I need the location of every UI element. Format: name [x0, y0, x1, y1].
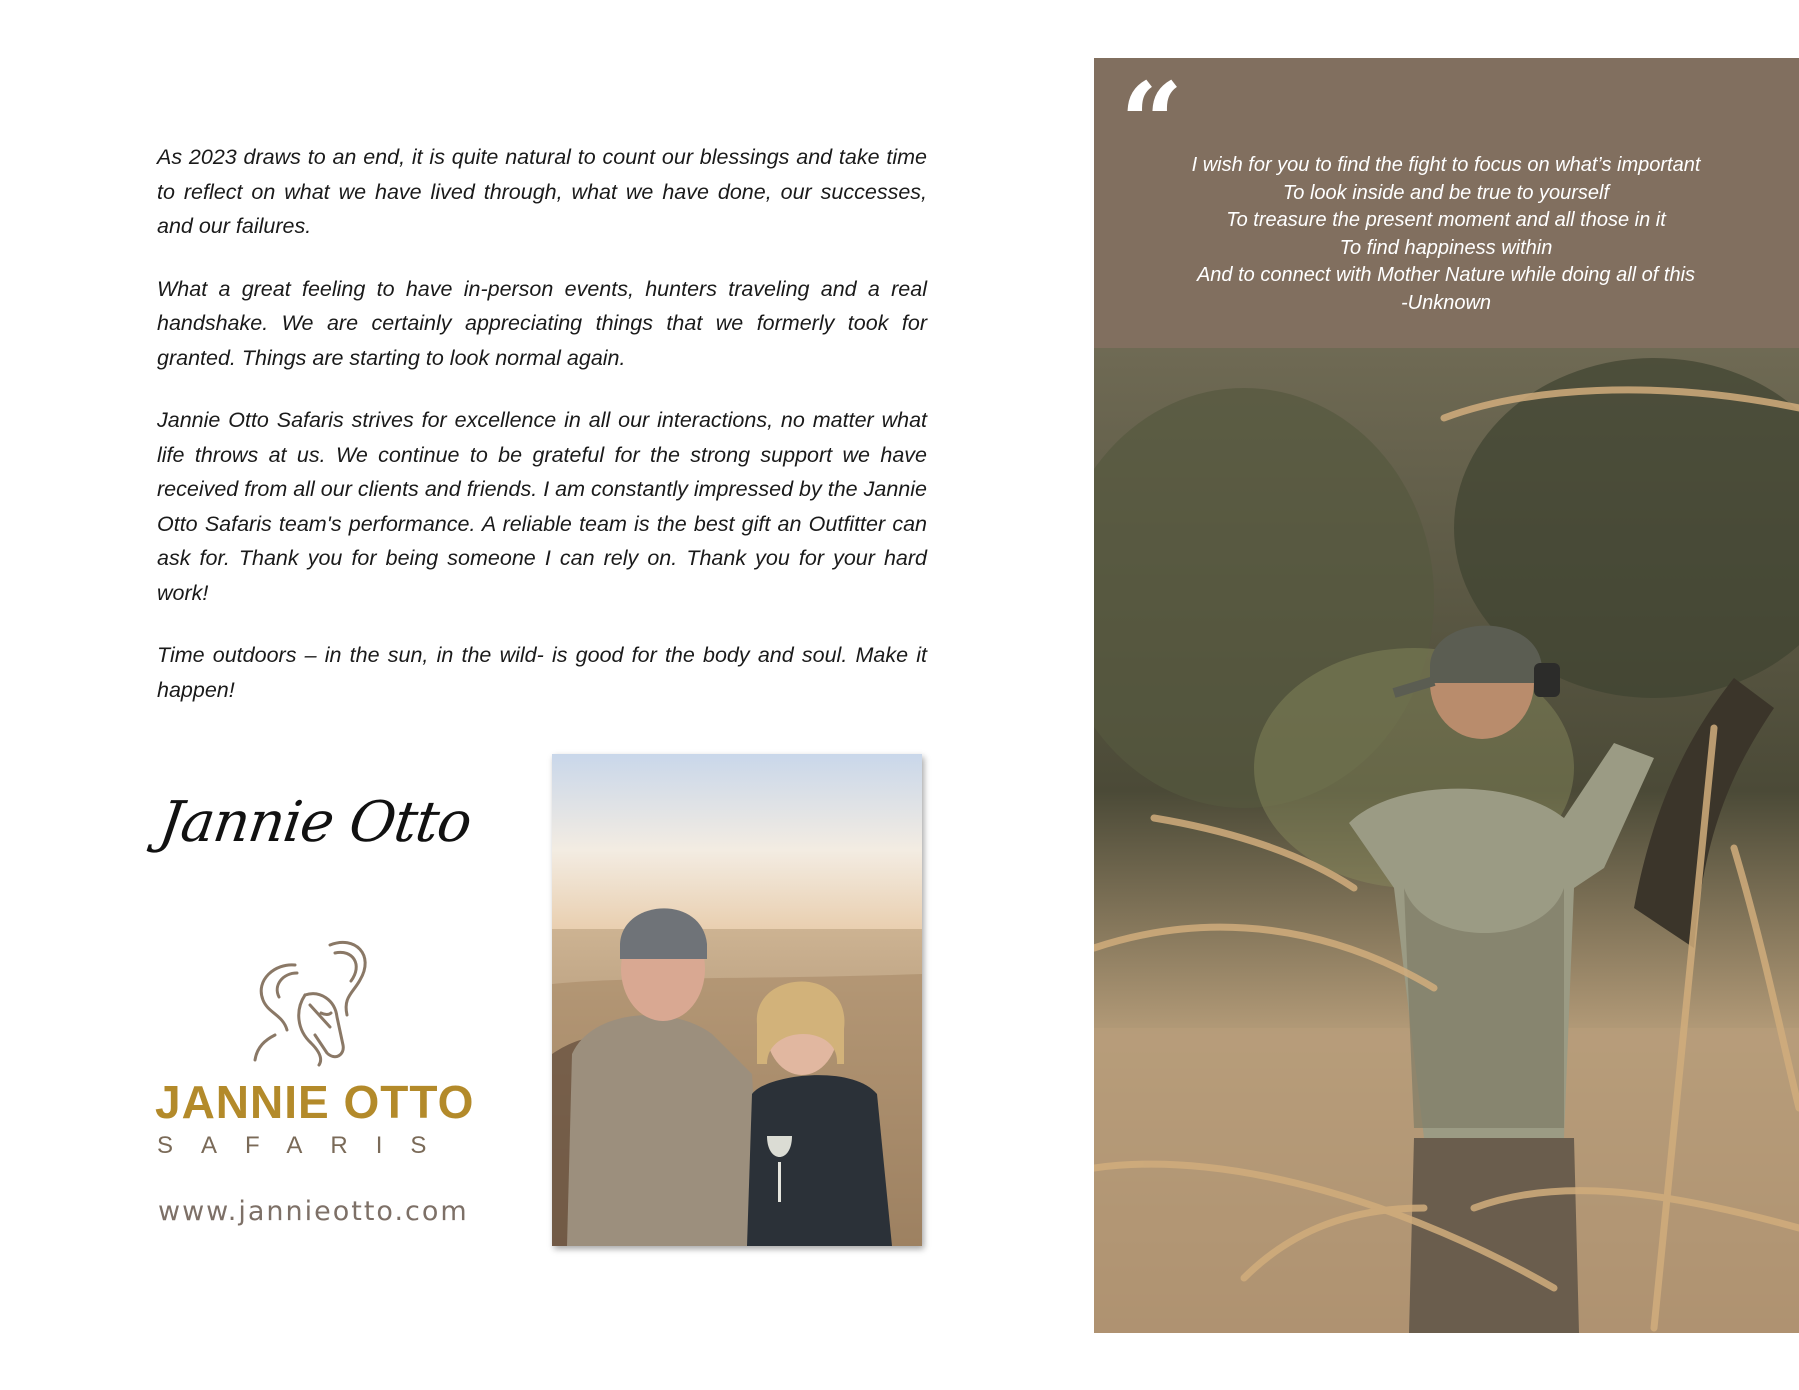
company-logo — [155, 935, 485, 1165]
quote-mark-icon: “ — [1120, 58, 1184, 187]
letter-paragraph: Time outdoors – in the sun, in the wild- is good for the body and soul. Make it happen! — [157, 643, 927, 702]
hunter-binoculars-photo — [1094, 348, 1799, 1333]
hunter-photo-art — [1094, 348, 1799, 1333]
couple-sunset-photo — [552, 754, 922, 1246]
quote-attribution: -Unknown — [1400, 291, 1492, 314]
signature: Jannie Otto — [155, 790, 476, 855]
quote-line: To find happiness within — [1339, 236, 1553, 259]
quote-line: To look inside and be true to yourself — [1282, 181, 1610, 204]
letter-paragraph: As 2023 draws to an end, it is quite natural to count our blessings and take time to reflect on what we have lived through, what we have done, our successes, and our failures. — [157, 145, 927, 238]
logo-name: JANNIE OTTO — [155, 1076, 475, 1128]
kudu-head-icon — [235, 935, 375, 1070]
letter-body — [157, 140, 927, 735]
couple-photo-art — [552, 754, 922, 1246]
quote-text — [1146, 152, 1746, 317]
quote-box — [1094, 58, 1799, 348]
quote-line: To treasure the present moment and all those in it — [1226, 209, 1666, 231]
logo-subtitle: SAFARIS — [157, 1132, 455, 1159]
website-url: www.jannieotto.com — [158, 1196, 469, 1227]
quote-line: And to connect with Mother Nature while doing all of this — [1196, 264, 1696, 286]
letter-paragraph: What a great feeling to have in-person events, hunters traveling and a real handshake. We are certainly appreciating things that we formerly took for granted. Things are starting to look normal again. — [157, 276, 927, 370]
quote-line: I wish for you to find the fight to focus on what’s important — [1191, 154, 1701, 176]
letter-paragraph: Jannie Otto Safaris strives for excellence in all our interactions, no matter what life throws at us. We continue to be grateful for the strong support we have received from all our clients and friends. I am constantly impressed by the Jannie Otto Safaris team's performance. A reliable team is the best gift an Outfitter can ask for. Thank you for being someone I can rely on. Thank you for your hard work! — [157, 408, 927, 605]
